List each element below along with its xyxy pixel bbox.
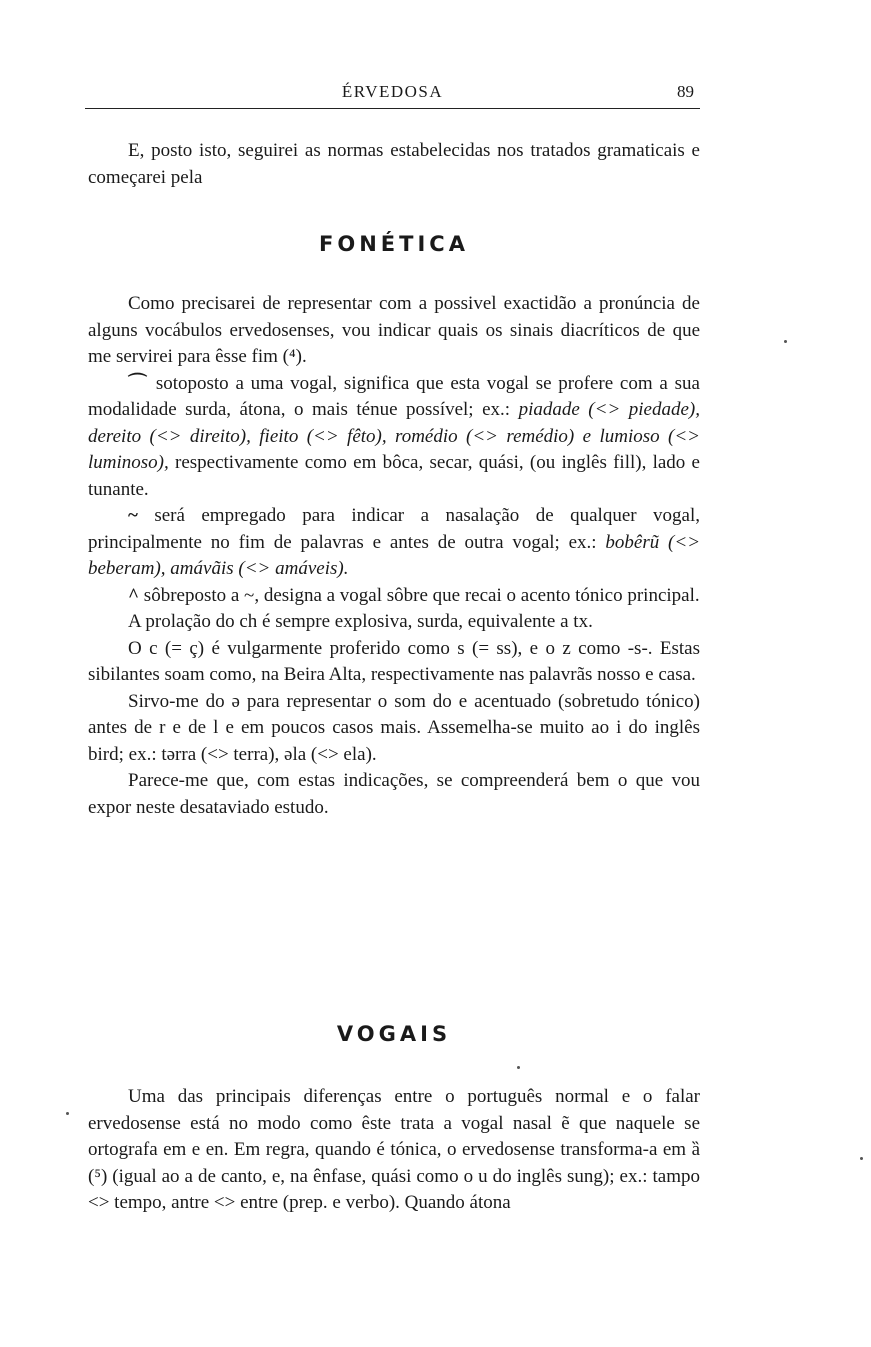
fonetica-paragraph-3 (88, 503, 700, 583)
scan-speck (517, 1066, 520, 1069)
vogais-body (88, 1084, 700, 1217)
fonetica-paragraph-2-text: sotoposto a uma vogal, significa que esta vogal se profere com a sua modalidade surda, átona, o mais ténue possível; ex.: (88, 372, 700, 420)
scan-speck (860, 1157, 863, 1160)
fonetica-paragraph-3-examples: bobêrũ (<> beberam), amávãis (<> amáveis). (88, 531, 701, 579)
breve-sign-icon: ⌒ (128, 372, 150, 394)
fonetica-paragraph-4-text: sôbreposto a ~, designa a vogal sôbre que recai o acento tónico principal. (139, 584, 700, 606)
section-title-vogais: VOGAIS (336, 1022, 452, 1046)
fonetica-paragraph-7: Sirvo-me do ə para representar o som do e acentuado (sobretudo tónico) antes de r e de l e em poucos casos mais. Assemelha-se muito ao i do inglês bird; ex.: tərra (<> terra), əla (<> ela). (88, 690, 700, 765)
fonetica-paragraph-5: A prolação do ch é sempre explosiva, surda, equivalente a tx. (128, 611, 593, 632)
page-number: 89 (677, 82, 694, 101)
running-head-title: ÉRVEDOSA (341, 82, 444, 101)
fonetica-paragraph-2 (88, 371, 700, 504)
intro-paragraph: E, posto isto, seguirei as normas estabelecidas nos tratados gramaticais e começarei pela (88, 140, 700, 188)
fonetica-body (88, 291, 700, 821)
tilde-sign-icon: ~ (128, 505, 138, 526)
fonetica-paragraph-4 (88, 583, 700, 610)
fonetica-paragraph-2-tail: respectivamente como em bôca, secar, quási, (ou inglês fill), lado e tunante. (88, 452, 700, 500)
intro-paragraph-block (88, 138, 700, 191)
fonetica-paragraph-2-examples: piadade (<> piedade), dereito (<> direito), fieito (<> fêto), romédio (<> remédio) e lumioso (<> luminoso), (88, 399, 701, 473)
vogais-paragraph-1: Uma das principais diferenças entre o português normal e o falar ervedosense está no modo como êste trata a vogal nasal ẽ que naquele se ortografa em e en. Em regra, quando é tónica, o ervedosense transforma-a em ȁ (⁵) (igual ao a de canto, e, na ênfase, quási como o u do inglês sung); ex.: tampo <> tempo, antre <> entre (prep. e verbo). Quando átona (88, 1086, 700, 1213)
fonetica-paragraph-1: Como precisarei de representar com a possivel exactidão a pronúncia de alguns vocábulos ervedosenses, vou indicar quais os sinais diacríticos de que me servirei para êsse fim (⁴). (88, 293, 700, 367)
circumflex-sign-icon: ^ (128, 584, 140, 606)
scan-speck (784, 340, 787, 343)
running-head (85, 78, 700, 109)
scan-speck (66, 1112, 69, 1115)
fonetica-paragraph-3-text: será empregado para indicar a nasalação de qualquer vogal, principalmente no fim de palavras e antes de outra vogal; ex.: (88, 505, 700, 553)
fonetica-paragraph-6: O c (= ç) é vulgarmente proferido como s (= ss), e o z como -s-. Estas sibilantes soam como, na Beira Alta, respectivamente nas palavrãs nosso e casa. (88, 637, 700, 685)
section-title-fonetica: FONÉTICA (319, 232, 469, 256)
fonetica-paragraph-8: Parece-me que, com estas indicações, se compreenderá bem o que vou expor neste desataviado estudo. (88, 770, 700, 818)
